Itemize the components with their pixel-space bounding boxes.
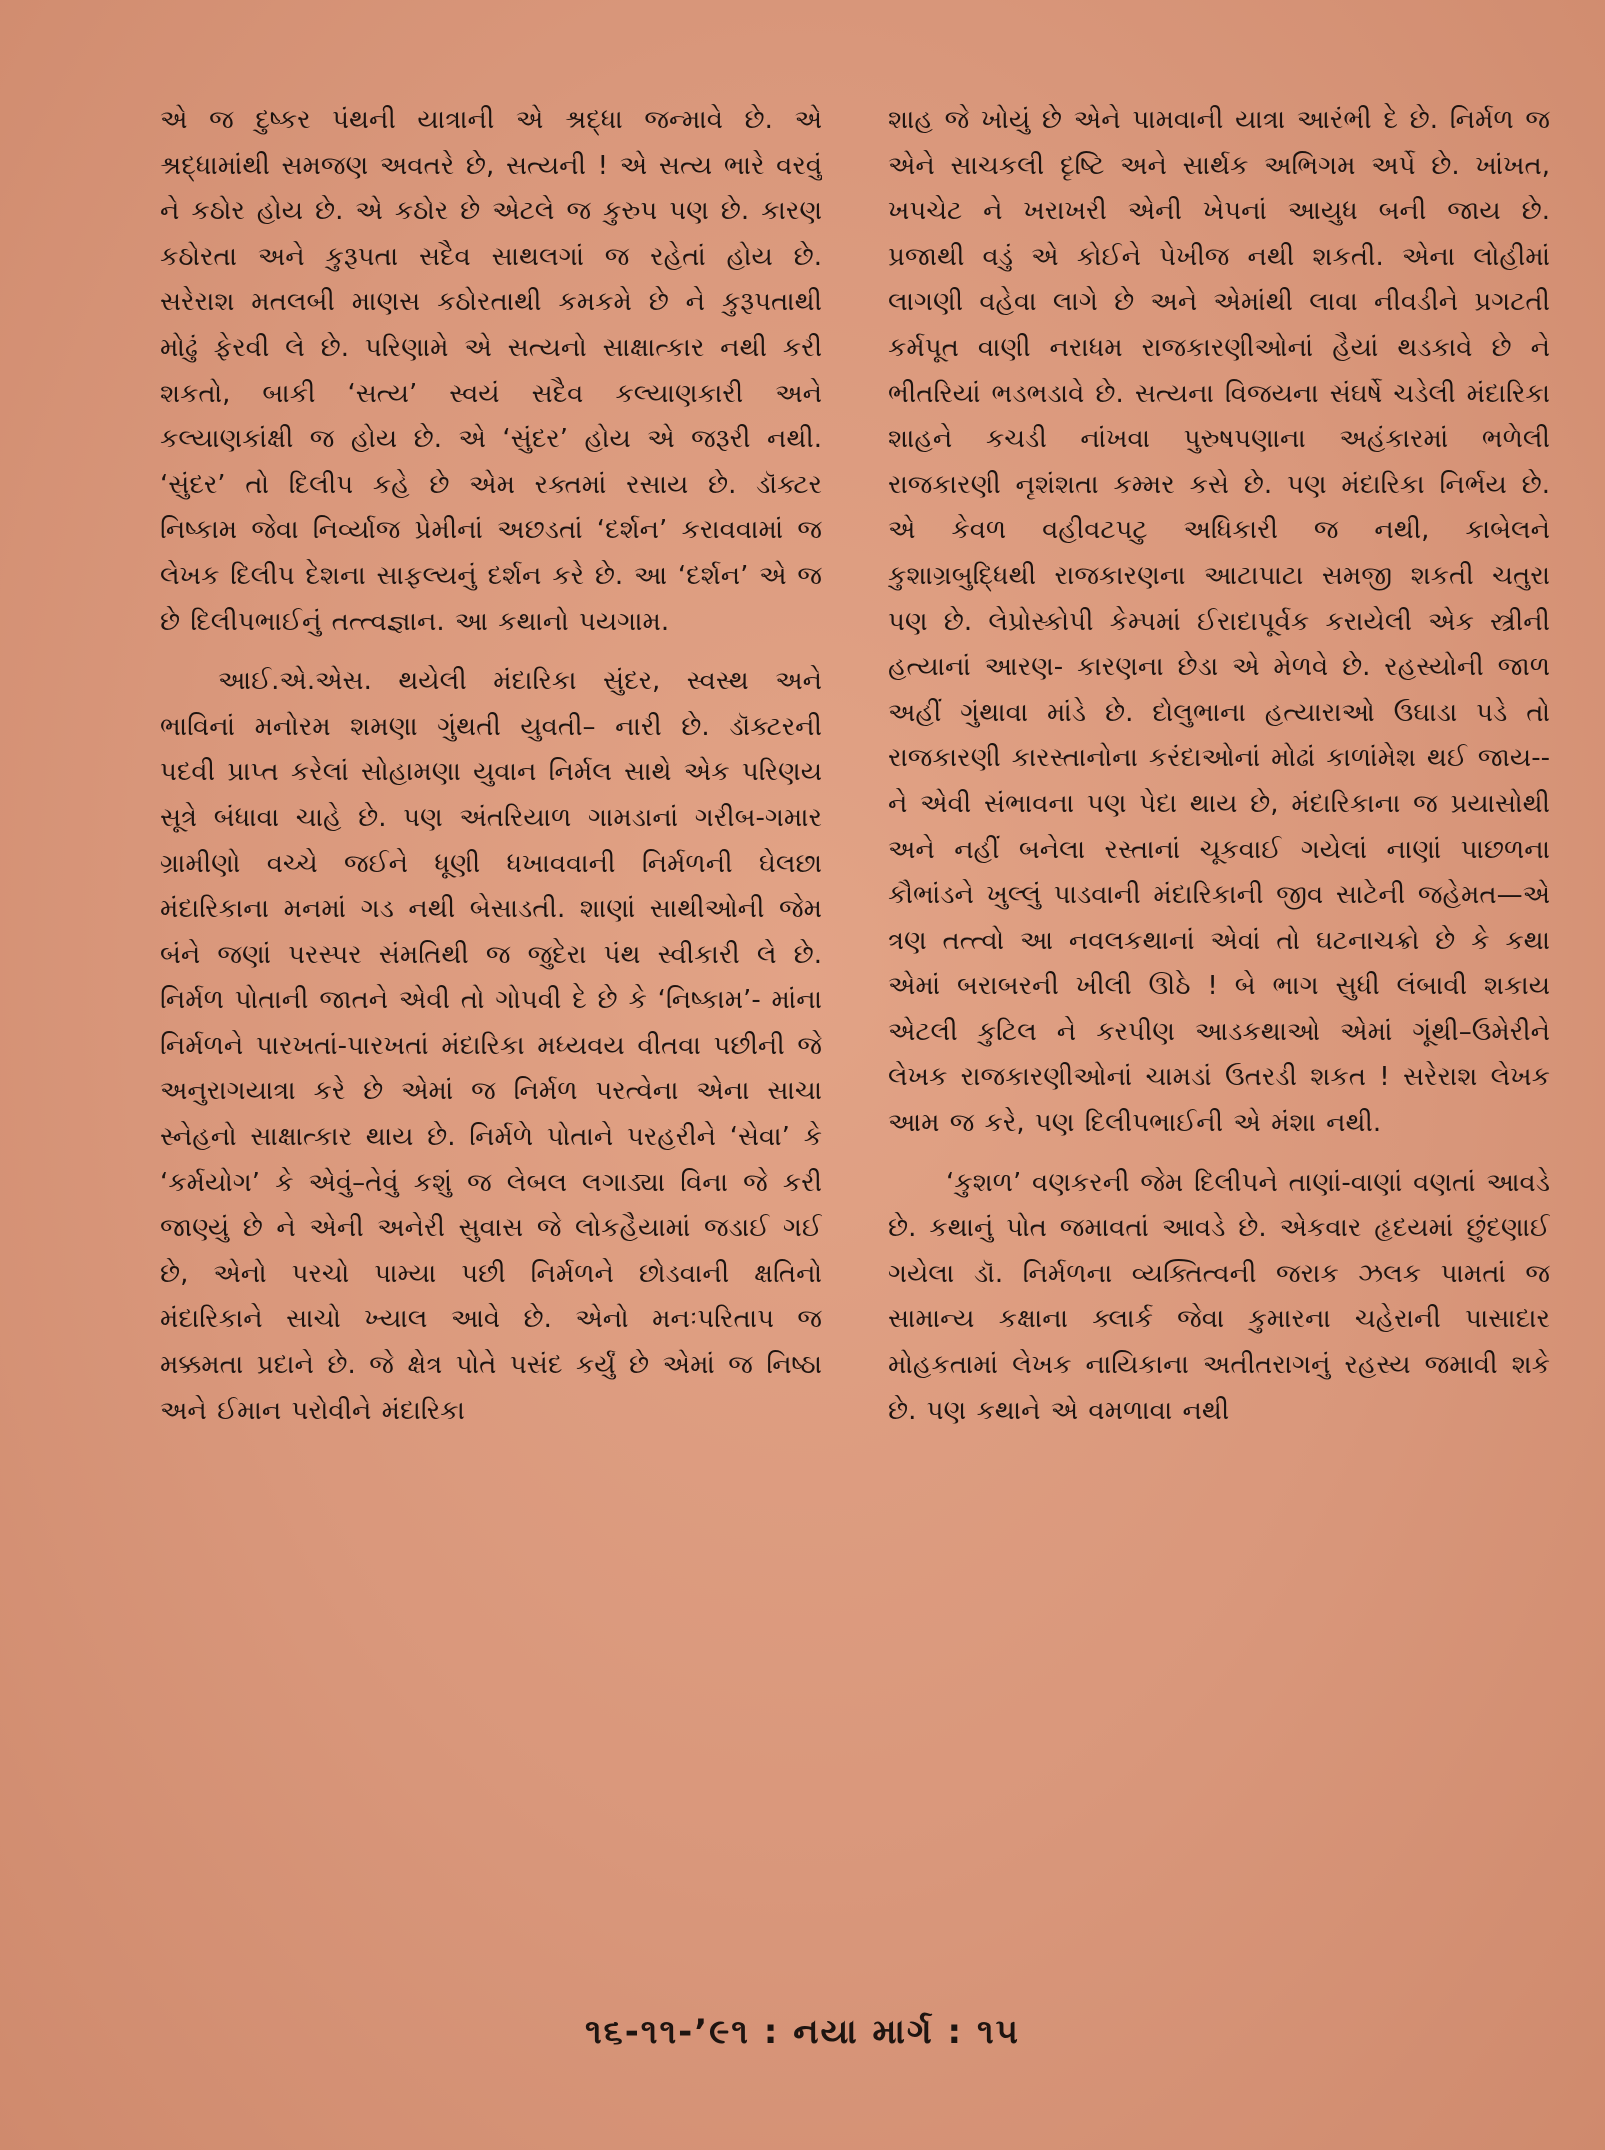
text-columns [0,98,1605,1988]
left-column [160,98,822,1988]
page-footer: ૧૬-૧૧-’૯૧ : નયા માર્ગ : ૧૫ [585,2012,1020,2052]
left-paragraph-1: એ જ દુષ્કર પંથની યાત્રાની એ શ્રદ્ધા જન્માવે છે. એ શ્રદ્ધામાંથી સમજણ અવતરે છે, સત્યની ! એ સત્ય ભારે વરવું ને કઠોર હોય છે. એ કઠોર છે એટલે જ કુરુપ પણ છે. કારણ કઠોરતા અને કુરૂપતા સદૈવ સાથલગાં જ રહેતાં હોય છે. સરેરાશ મતલબી માણસ કઠોરતાથી કમકમે છે ને કુરૂપતાથી મોઢું ફેરવી લે છે. પરિણામે એ સત્યનો સાક્ષાત્કાર નથી કરી શકતો, બાકી ‘સત્ય’ સ્વયં સદૈવ કલ્યાણકારી અને કલ્યાણકાંક્ષી જ હોય છે. એ ‘સુંદર’ હોય એ જરૂરી નથી. ‘સુંદર’ તો દિલીપ કહે છે એમ રક્તમાં રસાય છે. ડૉક્ટર નિષ્કામ જેવા નિર્વ્યાજ પ્રેમીનાં અછડતાં ‘દર્શન’ કરાવવામાં જ લેખક દિલીપ દેશના સાફલ્યનું દર્શન કરે છે. આ ‘દર્શન’ એ જ છે દિલીપભાઈનું તત્ત્વજ્ઞાન. આ કથાનો પયગામ. [160,105,822,637]
right-paragraph-1: શાહ જે ખોયું છે એને પામવાની યાત્રા આરંભી દે છે. નિર્મળ જ એને સાચકલી દૃષ્ટિ અને સાર્થક અભિગમ અર્પે છે. ખાંખત, ખપચેટ ને ખરાખરી એની ખેપનાં આયુધ બની જાય છે. પ્રજાથી વડું એ કોઈને પેખીજ નથી શકતી. એના લોહીમાં લાગણી વહેવા લાગે છે અને એમાંથી લાવા નીવડીને પ્રગટતી કર્મપૂત વાણી નરાધમ રાજકારણીઓનાં હૈયાં થડકાવે છે ને ભીતરિયાં ભડભડાવે છે. સત્યના વિજયના સંઘર્ષે ચડેલી મંદારિકા શાહને કચડી નાંખવા પુરુષપણાના અહંકારમાં ભળેલી રાજકારણી નૃશંશતા કમ્મર કસે છે. પણ મંદારિકા નિર્ભય છે. એ કેવળ વહીવટપટુ અધિકારી જ નથી, કાબેલને કુશાગ્રબુદ્ધિથી રાજકારણના આટાપાટા સમજી શકતી ચતુરા પણ છે. લેપ્રોસ્કોપી કેમ્પમાં ઈરાદાપૂર્વક કરાયેલી એક સ્ત્રીની હત્યાનાં આરણ- કારણના છેડા એ મેળવે છે. રહસ્યોની જાળ અહીં ગુંથાવા માંડે છે. દોલુભાના હત્યારાઓ ઉઘાડા પડે તો રાજકારણી કારસ્તાનોના કરંદાઓનાં મોઢાં કાળાંમેશ થઈ જાય--ને એવી સંભાવના પણ પેદા થાય છે, મંદારિકાના જ પ્રયાસોથી અને નહીં બનેલા રસ્તાનાં ચૂકવાઈ ગયેલાં નાણાં પાછળના કૌભાંડને ખુલ્લું પાડવાની મંદારિકાની જીવ સાટેની જહેમત—એ ત્રણ તત્ત્વો આ નવલકથાનાં એવાં તો ઘટનાચક્રો છે કે કથા એમાં બરાબરની ખીલી ઊઠે ! બે ભાગ સુધી લંબાવી શકાય એટલી કુટિલ ને કરપીણ આડકથાઓ એમાં ગૂંથી–ઉમેરીને લેખક રાજકારણીઓનાં ચામડાં ઉતરડી શકત ! સરેરાશ લેખક આમ જ કરે, પણ દિલીપભાઈની એ મંશા નથી. [888,105,1550,1139]
right-paragraph-2: ‘કુશળ’ વણકરની જેમ દિલીપને તાણાં-વાણાં વણતાં આવડે છે. કથાનું પોત જમાવતાં આવડે છે. એકવાર હૃદયમાં છુંદણાઈ ગયેલા ડૉ. નિર્મળના વ્યક્તિત્વની જરાક ઝલક પામતાં જ સામાન્ય કક્ષાના ક્લાર્ક જેવા કુમારના ચહેરાની પાસાદાર મોહકતામાં લેખક નાયિકાના અતીતરાગનું રહસ્ય જમાવી શકે છે. પણ કથાને એ વમળાવા નથી [888,1167,1550,1426]
right-column [888,98,1550,1988]
left-paragraph-2: આઈ.એ.એસ. થયેલી મંદારિકા સુંદર, સ્વસ્થ અને ભાવિનાં મનોરમ શમણા ગુંથતી યુવતી– નારી છે. ડૉક્ટરની પદવી પ્રાપ્ત કરેલાં સોહામણા યુવાન નિર્મલ સાથે એક પરિણય સૂત્રે બંધાવા ચાહે છે. પણ અંતરિયાળ ગામડાનાં ગરીબ-ગમાર ગ્રામીણો વચ્ચે જઈને ધૂણી ધખાવવાની નિર્મળની ઘેલછા મંદારિકાના મનમાં ગડ નથી બેસાડતી. શાણાં સાથીઓની જેમ બંને જણાં પરસ્પર સંમતિથી જ જુદેરા પંથ સ્વીકારી લે છે. નિર્મળ પોતાની જાતને એવી તો ગોપવી દે છે કે ‘નિષ્કામ’- માંના નિર્મળને પારખતાં-પારખતાં મંદારિકા મધ્યવય વીતવા પછીની જે અનુરાગયાત્રા કરે છે એમાં જ નિર્મળ પરત્વેના એના સાચા સ્નેહનો સાક્ષાત્કાર થાય છે. નિર્મળે પોતાને પરહરીને ‘સેવા’ કે ‘કર્મયોગ’ કે એવું–તેવું કશું જ લેબલ લગાડ્યા વિના જે કરી જાણ્યું છે ને એની અનેરી સુવાસ જે લોકહૈયામાં જડાઈ ગઈ છે, એનો પરચો પામ્યા પછી નિર્મળને છોડવાની ક્ષતિનો મંદારિકાને સાચો ખ્યાલ આવે છે. એનો મનઃપરિતાપ જ મક્કમતા પ્રદાને છે. જે ક્ષેત્ર પોતે પસંદ કર્યું છે એમાં જ નિષ્ઠા અને ઈમાન પરોવીને મંદારિકા [160,666,822,1426]
